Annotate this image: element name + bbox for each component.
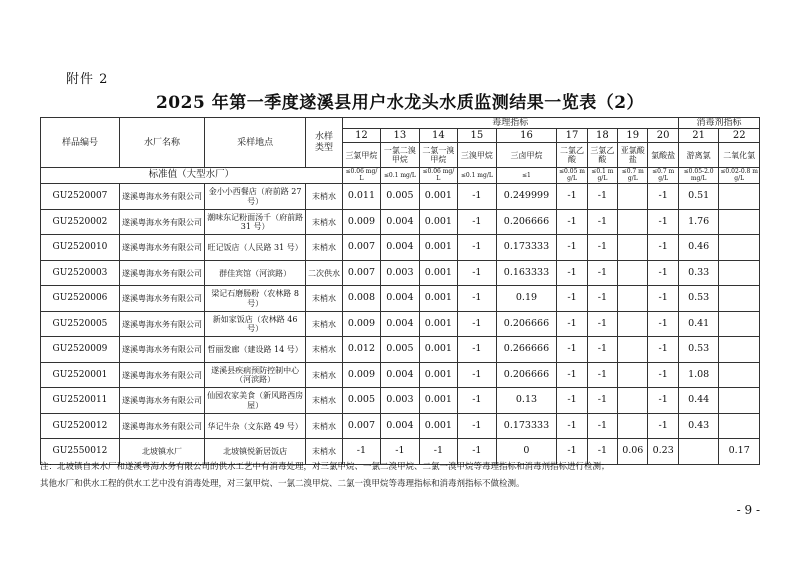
- sampling-site-cell: 潮味东记粉面汤千（府前路 31 号）: [205, 209, 306, 235]
- value-cell: 0.007: [342, 235, 380, 261]
- value-cell: 0.003: [381, 260, 419, 286]
- value-cell: -1: [557, 362, 587, 388]
- value-cell: [719, 311, 760, 337]
- value-cell: 0.004: [381, 311, 419, 337]
- value-cell: -1: [557, 235, 587, 261]
- value-cell: 0.173333: [496, 235, 557, 261]
- sampling-site-cell: 群佳宾馆（河滨路）: [205, 260, 306, 286]
- value-cell: [618, 260, 648, 286]
- value-cell: [719, 286, 760, 312]
- value-cell: -1: [342, 439, 380, 465]
- standard-limit: ≤0.7 mg/L: [648, 168, 678, 184]
- value-cell: -1: [458, 260, 496, 286]
- value-cell: [719, 184, 760, 210]
- indicator-number: 22: [719, 129, 760, 143]
- standard-row: [41, 168, 760, 184]
- value-cell: 0.173333: [496, 413, 557, 439]
- sample-id-cell: GU2520001: [41, 362, 120, 388]
- sampling-site-cell: 梁记石磨肠粉（农林路 8 号）: [205, 286, 306, 312]
- value-cell: [618, 311, 648, 337]
- header-plant: 水厂名称: [119, 118, 204, 168]
- value-cell: 0.003: [381, 388, 419, 414]
- sampling-site-cell: 北坡镇悦新居饭店: [205, 439, 306, 465]
- value-cell: -1: [381, 439, 419, 465]
- plant-name-cell: 遂溪粤海水务有限公司: [119, 388, 204, 414]
- value-cell: [719, 362, 760, 388]
- value-cell: -1: [648, 337, 678, 363]
- value-cell: [719, 337, 760, 363]
- water-type-cell: 末梢水: [306, 337, 342, 363]
- table-row: [41, 209, 760, 235]
- plant-name-cell: 遂溪粤海水务有限公司: [119, 413, 204, 439]
- value-cell: 0.001: [419, 413, 457, 439]
- value-cell: -1: [458, 362, 496, 388]
- footnote-line-2: 其他水厂和供水工程的供水工艺中没有消毒处理，对三氯甲烷、一氯二溴甲烷、二氯一溴甲烷等毒理指标和消毒剂指标不做检测。: [40, 479, 525, 489]
- sample-id-cell: GU2520011: [41, 388, 120, 414]
- value-cell: [719, 209, 760, 235]
- value-cell: 0.163333: [496, 260, 557, 286]
- value-cell: 0.001: [419, 235, 457, 261]
- value-cell: -1: [458, 286, 496, 312]
- value-cell: -1: [587, 413, 617, 439]
- page-number: - 9 -: [736, 503, 760, 517]
- table-row: [41, 388, 760, 414]
- footnote-line-1: 注：北坡镇自来水厂和遂溪粤海水务有限公司的供水工艺中有消毒处理，对三氯甲烷、一氯二溴甲烷、二氯一溴甲烷等毒理指标和消毒剂指标进行检测；: [40, 462, 610, 472]
- indicator-number: 17: [557, 129, 587, 143]
- value-cell: 0.009: [342, 209, 380, 235]
- value-cell: 0.001: [419, 388, 457, 414]
- value-cell: 0.004: [381, 235, 419, 261]
- indicator-name: 一氯二溴甲烷: [381, 143, 419, 168]
- value-cell: 0.001: [419, 362, 457, 388]
- value-cell: 0.43: [678, 413, 719, 439]
- standard-limit: ≤0.1 mg/L: [587, 168, 617, 184]
- indicator-name: 亚氯酸盐: [618, 143, 648, 168]
- water-type-cell: 末梢水: [306, 311, 342, 337]
- water-type-cell: 末梢水: [306, 439, 342, 465]
- value-cell: -1: [557, 184, 587, 210]
- sample-id-cell: GU2550012: [41, 439, 120, 465]
- value-cell: 0.23: [648, 439, 678, 465]
- value-cell: 0.17: [719, 439, 760, 465]
- sample-id-cell: GU2520010: [41, 235, 120, 261]
- value-cell: -1: [648, 413, 678, 439]
- sampling-site-cell: 旺记饭店（人民路 31 号）: [205, 235, 306, 261]
- indicator-name: 二氧化氯: [719, 143, 760, 168]
- value-cell: -1: [557, 413, 587, 439]
- indicator-name: 二氯一溴甲烷: [419, 143, 457, 168]
- value-cell: -1: [557, 337, 587, 363]
- table-row: [41, 311, 760, 337]
- value-cell: 1.76: [678, 209, 719, 235]
- value-cell: 0.206666: [496, 362, 557, 388]
- table-row: [41, 337, 760, 363]
- value-cell: 0.012: [342, 337, 380, 363]
- water-type-cell: 末梢水: [306, 184, 342, 210]
- value-cell: 0.004: [381, 286, 419, 312]
- value-cell: -1: [648, 388, 678, 414]
- indicator-name: 三卤甲烷: [496, 143, 557, 168]
- plant-name-cell: 遂溪粤海水务有限公司: [119, 235, 204, 261]
- water-type-cell: 二次供水: [306, 260, 342, 286]
- indicator-name: 三氯甲烷: [342, 143, 380, 168]
- table-row: [41, 286, 760, 312]
- indicator-number: 15: [458, 129, 496, 143]
- value-cell: 0.249999: [496, 184, 557, 210]
- value-cell: 0.007: [342, 260, 380, 286]
- standard-limit: ≤0.05 mg/L: [557, 168, 587, 184]
- value-cell: -1: [557, 388, 587, 414]
- plant-name-cell: 遂溪粤海水务有限公司: [119, 260, 204, 286]
- attachment-label: 附件 2: [66, 72, 109, 87]
- value-cell: 0.53: [678, 337, 719, 363]
- value-cell: 0.001: [419, 260, 457, 286]
- header-type: 水样类型: [306, 118, 342, 168]
- table-row: [41, 362, 760, 388]
- header-row-groups: [41, 118, 760, 129]
- indicator-number: 14: [419, 129, 457, 143]
- sample-id-cell: GU2520012: [41, 413, 120, 439]
- value-cell: 0.46: [678, 235, 719, 261]
- indicator-number: 12: [342, 129, 380, 143]
- sample-id-cell: GU2520009: [41, 337, 120, 363]
- water-type-cell: 末梢水: [306, 209, 342, 235]
- plant-name-cell: 遂溪粤海水务有限公司: [119, 286, 204, 312]
- value-cell: -1: [648, 184, 678, 210]
- value-cell: [618, 337, 648, 363]
- value-cell: 0.008: [342, 286, 380, 312]
- sampling-site-cell: 新如家饭店（农林路 46 号）: [205, 311, 306, 337]
- value-cell: 0.41: [678, 311, 719, 337]
- value-cell: 0.005: [381, 184, 419, 210]
- value-cell: -1: [458, 413, 496, 439]
- standard-limit: ≤0.06 mg/L: [342, 168, 380, 184]
- indicator-number: 21: [678, 129, 719, 143]
- sampling-site-cell: 哲丽发廊（建设路 14 号）: [205, 337, 306, 363]
- water-type-cell: 末梢水: [306, 235, 342, 261]
- footnote: [40, 459, 762, 493]
- value-cell: -1: [648, 235, 678, 261]
- water-type-cell: 末梢水: [306, 413, 342, 439]
- value-cell: [618, 184, 648, 210]
- value-cell: 0.51: [678, 184, 719, 210]
- value-cell: -1: [458, 311, 496, 337]
- indicator-number: 18: [587, 129, 617, 143]
- value-cell: 0.011: [342, 184, 380, 210]
- value-cell: 0.009: [342, 311, 380, 337]
- value-cell: 0.206666: [496, 209, 557, 235]
- value-cell: -1: [458, 337, 496, 363]
- value-cell: -1: [419, 439, 457, 465]
- value-cell: 0.001: [419, 209, 457, 235]
- value-cell: 0.001: [419, 337, 457, 363]
- standard-limit: ≤0.06 mg/L: [419, 168, 457, 184]
- standard-limit: ≤1: [496, 168, 557, 184]
- value-cell: [618, 362, 648, 388]
- value-cell: -1: [648, 260, 678, 286]
- value-cell: -1: [458, 235, 496, 261]
- standard-limit: ≤0.05-2.0 mg/L: [678, 168, 719, 184]
- plant-name-cell: 遂溪粤海水务有限公司: [119, 337, 204, 363]
- value-cell: -1: [587, 184, 617, 210]
- value-cell: -1: [557, 260, 587, 286]
- value-cell: 0.009: [342, 362, 380, 388]
- value-cell: 0.005: [381, 337, 419, 363]
- value-cell: -1: [648, 286, 678, 312]
- value-cell: -1: [587, 235, 617, 261]
- value-cell: -1: [557, 209, 587, 235]
- value-cell: -1: [458, 209, 496, 235]
- water-type-cell: 末梢水: [306, 286, 342, 312]
- table-row: [41, 413, 760, 439]
- sampling-site-cell: 遂溪县疾病预防控制中心（河滨路）: [205, 362, 306, 388]
- sample-id-cell: GU2520003: [41, 260, 120, 286]
- header-toxic-group: 毒理指标: [342, 118, 678, 129]
- header-site: 采样地点: [205, 118, 306, 168]
- sample-id-cell: GU2520006: [41, 286, 120, 312]
- value-cell: [618, 209, 648, 235]
- value-cell: 0.206666: [496, 311, 557, 337]
- value-cell: 0: [496, 439, 557, 465]
- value-cell: -1: [587, 209, 617, 235]
- value-cell: -1: [648, 311, 678, 337]
- value-cell: [618, 235, 648, 261]
- value-cell: [618, 388, 648, 414]
- value-cell: [719, 413, 760, 439]
- value-cell: -1: [587, 362, 617, 388]
- value-cell: 0.004: [381, 413, 419, 439]
- plant-name-cell: 遂溪粤海水务有限公司: [119, 362, 204, 388]
- table-row: [41, 184, 760, 210]
- sample-id-cell: GU2520005: [41, 311, 120, 337]
- sampling-site-cell: 仙园农家美食（新风路西房屋）: [205, 388, 306, 414]
- page-title: 2025 年第一季度遂溪县用户水龙头水质监测结果一览表（2）: [155, 93, 645, 113]
- value-cell: 0.13: [496, 388, 557, 414]
- value-cell: -1: [458, 388, 496, 414]
- indicator-number: 19: [618, 129, 648, 143]
- sample-id-cell: GU2520002: [41, 209, 120, 235]
- value-cell: 1.08: [678, 362, 719, 388]
- value-cell: 0.004: [381, 362, 419, 388]
- value-cell: 0.44: [678, 388, 719, 414]
- value-cell: 0.004: [381, 209, 419, 235]
- indicator-name: 三溴甲烷: [458, 143, 496, 168]
- standard-limit: ≤0.1 mg/L: [458, 168, 496, 184]
- indicator-name: 三氯乙酸: [587, 143, 617, 168]
- value-cell: -1: [587, 260, 617, 286]
- value-cell: 0.001: [419, 184, 457, 210]
- value-cell: [719, 388, 760, 414]
- value-cell: -1: [557, 311, 587, 337]
- indicator-number: 20: [648, 129, 678, 143]
- value-cell: 0.19: [496, 286, 557, 312]
- sampling-site-cell: 华记牛杂（文东路 49 号）: [205, 413, 306, 439]
- indicator-name: 氯酸盐: [648, 143, 678, 168]
- sample-id-cell: GU2520007: [41, 184, 120, 210]
- value-cell: 0.06: [618, 439, 648, 465]
- value-cell: [618, 413, 648, 439]
- value-cell: -1: [587, 286, 617, 312]
- water-quality-table: [40, 117, 760, 465]
- value-cell: -1: [458, 184, 496, 210]
- plant-name-cell: 遂溪粤海水务有限公司: [119, 209, 204, 235]
- table-row: [41, 235, 760, 261]
- plant-name-cell: 遂溪粤海水务有限公司: [119, 311, 204, 337]
- standard-limit: ≤0.02-0.8 mg/L: [720, 168, 758, 182]
- standard-limit: ≤0.1 mg/L: [381, 168, 419, 184]
- value-cell: 0.33: [678, 260, 719, 286]
- header-disinfect-group: 消毒剂指标: [678, 118, 759, 129]
- value-cell: -1: [587, 311, 617, 337]
- value-cell: 0.53: [678, 286, 719, 312]
- value-cell: 0.005: [342, 388, 380, 414]
- value-cell: -1: [648, 209, 678, 235]
- header-sample-id: 样品编号: [41, 118, 120, 168]
- value-cell: [719, 260, 760, 286]
- indicator-name: 二氯乙酸: [557, 143, 587, 168]
- value-cell: -1: [648, 362, 678, 388]
- value-cell: [719, 235, 760, 261]
- value-cell: -1: [587, 337, 617, 363]
- value-cell: -1: [557, 439, 587, 465]
- plant-name-cell: 遂溪粤海水务有限公司: [119, 184, 204, 210]
- value-cell: -1: [587, 439, 617, 465]
- value-cell: -1: [458, 439, 496, 465]
- value-cell: 0.266666: [496, 337, 557, 363]
- sampling-site-cell: 金小小西餐店（府前路 27 号）: [205, 184, 306, 210]
- value-cell: 0.001: [419, 286, 457, 312]
- value-cell: 0.007: [342, 413, 380, 439]
- water-type-cell: 末梢水: [306, 388, 342, 414]
- value-cell: [618, 286, 648, 312]
- standard-limit: ≤0.7 mg/L: [618, 168, 648, 184]
- plant-name-cell: 北坡镇水厂: [119, 439, 204, 465]
- value-cell: -1: [557, 286, 587, 312]
- water-type-cell: 末梢水: [306, 362, 342, 388]
- value-cell: -1: [587, 388, 617, 414]
- indicator-number: 16: [496, 129, 557, 143]
- indicator-number: 13: [381, 129, 419, 143]
- table-row: [41, 260, 760, 286]
- indicator-name: 游离氯: [678, 143, 719, 168]
- standard-label: 标准值（大型水厂）: [41, 168, 343, 184]
- value-cell: 0.001: [419, 311, 457, 337]
